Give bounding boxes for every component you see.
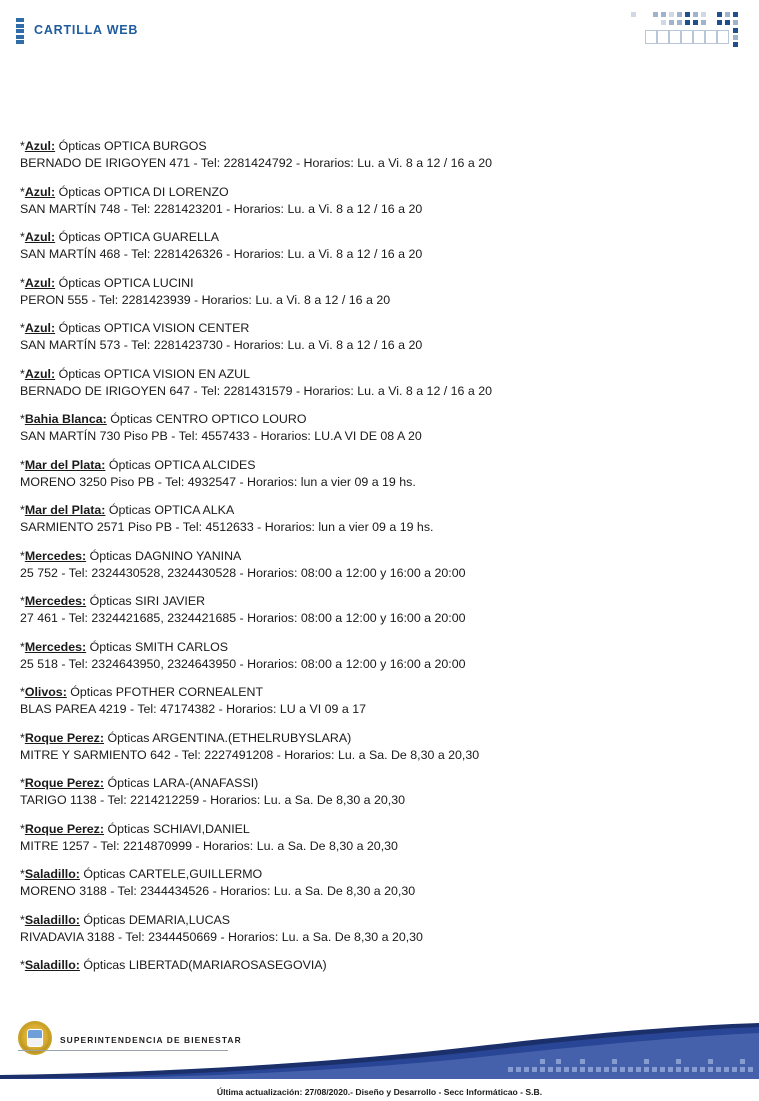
entry-category: Ópticas: [110, 412, 153, 426]
entry-detail: BERNADO DE IRIGOYEN 647 - Tel: 2281431579 - Horarios: Lu. a Vi. 8 a 12 / 16 a 20: [20, 383, 493, 398]
footer-divider: [18, 1050, 228, 1051]
list-item: [20, 411, 720, 444]
entry-name: SMITH CARLOS: [135, 639, 228, 654]
entry-city: Azul:: [24, 366, 56, 381]
entry-category: Ópticas: [83, 912, 126, 927]
entry-marker: *: [20, 958, 25, 972]
list-item: [20, 866, 720, 899]
entry-name: SCHIAVI,DANIEL: [152, 821, 250, 836]
entry-detail: 25 518 - Tel: 2324643950, 2324643950 - Horarios: 08:00 a 12:00 y 16:00 a 20:00: [20, 656, 466, 671]
entry-category: Ópticas: [107, 776, 150, 790]
footer-wave-decoration: [0, 1023, 759, 1079]
entry-marker: *: [20, 275, 25, 290]
entry-marker: *: [20, 639, 25, 654]
entry-detail: 25 752 - Tel: 2324430528, 2324430528 - Horarios: 08:00 a 12:00 y 16:00 a 20:00: [20, 565, 466, 580]
entry-city: Saladillo:: [24, 958, 80, 972]
list-item: [20, 684, 720, 717]
entry-marker: *: [20, 730, 25, 745]
list-item: [20, 821, 720, 854]
entry-name: CENTRO OPTICO LOURO: [155, 412, 307, 426]
entry-marker: *: [20, 230, 25, 244]
entry-category: Ópticas: [83, 958, 126, 972]
entry-city: Mercedes:: [24, 594, 87, 608]
entry-detail: MORENO 3250 Piso PB - Tel: 4932547 - Horarios: lun a vier 09 a 19 hs.: [20, 474, 416, 489]
entry-name: ARGENTINA.(ETHELRUBYSLARA): [152, 730, 352, 745]
entry-category: Ópticas: [108, 503, 151, 517]
list-item: [20, 275, 720, 308]
entry-name: OPTICA ALKA: [154, 503, 235, 517]
list-item: [20, 320, 720, 353]
entry-city: Bahia Blanca:: [24, 412, 107, 426]
entry-detail: TARIGO 1138 - Tel: 2214212259 - Horarios: Lu. a Sa. De 8,30 a 20,30: [20, 793, 406, 807]
list-item: [20, 366, 720, 399]
provider-list: [20, 138, 720, 986]
entry-marker: *: [20, 184, 25, 199]
entry-detail: MITRE 1257 - Tel: 2214870999 - Horarios: Lu. a Sa. De 8,30 a 20,30: [20, 838, 398, 853]
entry-detail: SAN MARTÍN 730 Piso PB - Tel: 4557433 - Horarios: LU.A VI DE 08 A 20: [20, 429, 422, 443]
entry-city: Azul:: [24, 321, 56, 335]
entry-city: Mar del Plata:: [24, 503, 106, 517]
entry-detail: RIVADAVIA 3188 - Tel: 2344450669 - Horarios: Lu. a Sa. De 8,30 a 20,30: [20, 929, 423, 944]
entry-city: Roque Perez:: [24, 821, 105, 836]
entry-marker: *: [20, 776, 25, 790]
entry-category: Ópticas: [83, 867, 126, 881]
list-item: [20, 639, 720, 672]
list-item: [20, 730, 720, 763]
entry-name: LIBERTAD(MARIAROSASEGOVIA): [128, 958, 327, 972]
entry-city: Mercedes:: [24, 548, 87, 563]
entry-city: Olivos:: [24, 685, 67, 699]
entry-marker: *: [20, 548, 25, 563]
list-item: [20, 457, 720, 490]
entry-category: Ópticas: [107, 730, 150, 745]
list-item: [20, 593, 720, 626]
list-item: [20, 229, 720, 262]
entry-category: Ópticas: [89, 639, 132, 654]
entry-city: Mercedes:: [24, 639, 87, 654]
entry-detail: MITRE Y SARMIENTO 642 - Tel: 2227491208 - Horarios: Lu. a Sa. De 8,30 a 20,30: [20, 747, 480, 762]
entry-name: SIRI JAVIER: [135, 594, 206, 608]
list-item: [20, 138, 720, 171]
entry-category: Ópticas: [58, 321, 101, 335]
entry-category: Ópticas: [108, 457, 151, 472]
entry-marker: *: [20, 321, 25, 335]
entry-marker: *: [20, 139, 25, 153]
stacked-squares-icon: [16, 18, 24, 44]
page-footer: [0, 1001, 759, 1101]
entry-city: Roque Perez:: [24, 730, 105, 745]
list-item: [20, 912, 720, 945]
entry-detail: PERON 555 - Tel: 2281423939 - Horarios: Lu. a Vi. 8 a 12 / 16 a 20: [20, 292, 391, 307]
entry-detail: SAN MARTÍN 748 - Tel: 2281423201 - Horarios: Lu. a Vi. 8 a 12 / 16 a 20: [20, 201, 423, 216]
entry-city: Mar del Plata:: [24, 457, 106, 472]
entry-category: Ópticas: [70, 685, 113, 699]
pixel-mosaic-decoration: [631, 8, 751, 50]
entry-city: Saladillo:: [24, 912, 80, 927]
entry-marker: *: [20, 366, 25, 381]
entry-category: Ópticas: [58, 275, 101, 290]
entry-marker: *: [20, 821, 25, 836]
entry-marker: *: [20, 867, 25, 881]
entry-name: OPTICA GUARELLA: [104, 230, 220, 244]
entry-detail: 27 461 - Tel: 2324421685, 2324421685 - Horarios: 08:00 a 12:00 y 16:00 a 20:00: [20, 611, 466, 625]
entry-name: OPTICA VISION CENTER: [104, 321, 250, 335]
entry-name: LARA-(ANAFASSI): [152, 776, 259, 790]
entry-category: Ópticas: [58, 139, 101, 153]
entry-marker: *: [20, 912, 25, 927]
entry-name: OPTICA ALCIDES: [154, 457, 256, 472]
entry-detail: BERNADO DE IRIGOYEN 471 - Tel: 2281424792 - Horarios: Lu. a Vi. 8 a 12 / 16 a 20: [20, 156, 493, 170]
entry-name: DEMARIA,LUCAS: [128, 912, 231, 927]
entry-marker: *: [20, 503, 25, 517]
list-item: [20, 184, 720, 217]
footer-update-text: Última actualización: 27/08/2020.- Diseño y Desarrollo - Secc Informáticao - S.B.: [216, 1087, 543, 1097]
entry-marker: *: [20, 457, 25, 472]
entry-name: PFOTHER CORNEALENT: [115, 685, 264, 699]
entry-marker: *: [20, 412, 25, 426]
footer-organization: SUPERINTENDENCIA DE BIENESTAR: [60, 1035, 242, 1045]
entry-category: Ópticas: [89, 594, 132, 608]
entry-category: Ópticas: [107, 821, 150, 836]
entry-marker: *: [20, 685, 25, 699]
entry-detail: SAN MARTÍN 573 - Tel: 2281423730 - Horarios: Lu. a Vi. 8 a 12 / 16 a 20: [20, 338, 423, 352]
entry-name: OPTICA DI LORENZO: [104, 184, 229, 199]
entry-category: Ópticas: [58, 230, 101, 244]
entry-category: Ópticas: [58, 366, 101, 381]
entry-name: DAGNINO YANINA: [135, 548, 242, 563]
page-title: CARTILLA WEB: [34, 23, 139, 37]
entry-detail: MORENO 3188 - Tel: 2344434526 - Horarios: Lu. a Sa. De 8,30 a 20,30: [20, 884, 416, 898]
entry-name: OPTICA VISION EN AZUL: [104, 366, 251, 381]
entry-city: Azul:: [24, 275, 56, 290]
list-item: [20, 957, 720, 973]
entry-city: Azul:: [24, 139, 56, 153]
list-item: [20, 548, 720, 581]
entry-detail: BLAS PAREA 4219 - Tel: 47174382 - Horarios: LU a VI 09 a 17: [20, 702, 366, 716]
entry-name: CARTELE,GUILLERMO: [128, 867, 263, 881]
entry-city: Azul:: [24, 184, 56, 199]
entry-category: Ópticas: [58, 184, 101, 199]
entry-name: OPTICA LUCINI: [104, 275, 194, 290]
entry-city: Saladillo:: [24, 867, 80, 881]
list-item: [20, 502, 720, 535]
page-header: [0, 0, 759, 62]
entry-city: Azul:: [24, 230, 56, 244]
entry-detail: SAN MARTÍN 468 - Tel: 2281426326 - Horarios: Lu. a Vi. 8 a 12 / 16 a 20: [20, 247, 423, 261]
entry-category: Ópticas: [89, 548, 132, 563]
entry-detail: SARMIENTO 2571 Piso PB - Tel: 4512633 - Horarios: lun a vier 09 a 19 hs.: [20, 520, 434, 534]
entry-marker: *: [20, 594, 25, 608]
entry-city: Roque Perez:: [24, 776, 105, 790]
entry-name: OPTICA BURGOS: [104, 139, 207, 153]
list-item: [20, 775, 720, 808]
